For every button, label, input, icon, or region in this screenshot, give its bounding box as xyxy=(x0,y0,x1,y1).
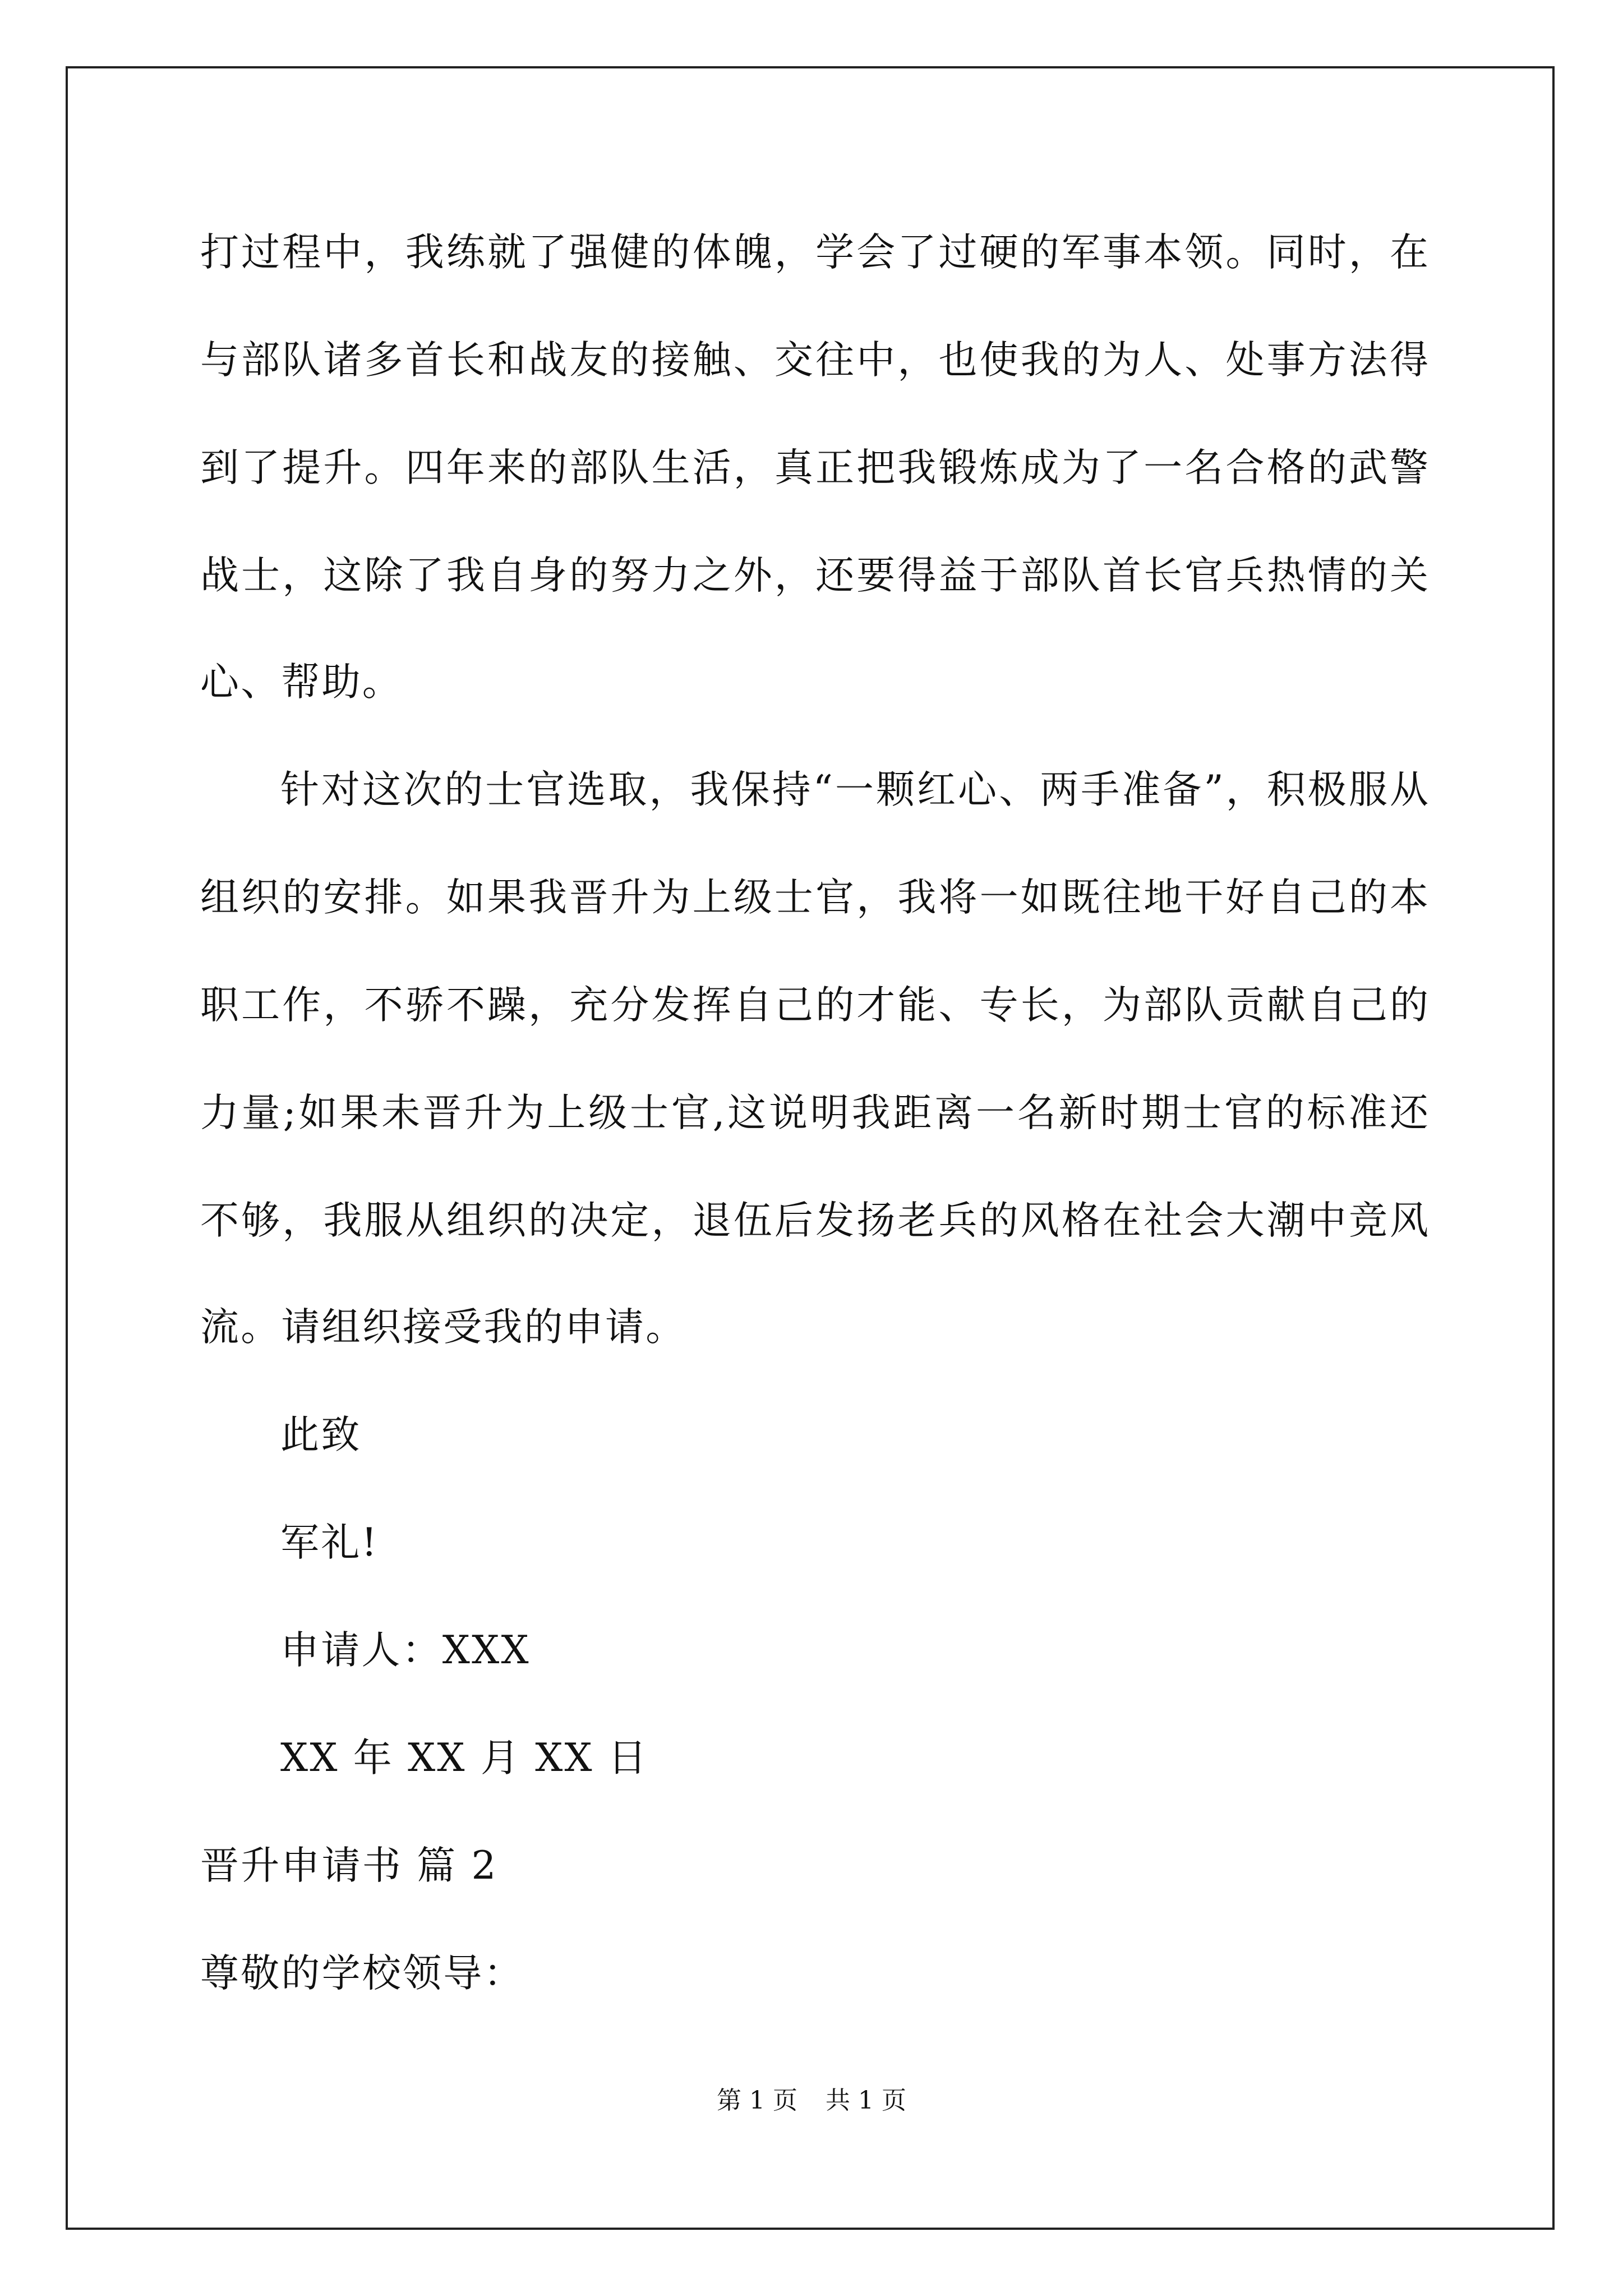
paragraph-1-line-1: 打过程中，我练就了强健的体魄，学会了过硬的军事本领。同时，在 xyxy=(200,230,1428,275)
application-date: XX 年 XX 月 XX 日 xyxy=(280,1736,649,1780)
paragraph-1-line-5: 心、帮助。 xyxy=(200,660,403,705)
page-number: 第 1 页 xyxy=(717,2086,797,2115)
section-heading: 晋升申请书 篇 2 xyxy=(200,1843,498,1888)
applicant-signature: 申请人：XXX xyxy=(280,1628,531,1673)
paragraph-2-line-1: 针对这次的士官选取，我保持“一颗红心、两手准备”，积极服从 xyxy=(280,767,1428,812)
page-border xyxy=(66,66,1555,2230)
page-footer xyxy=(0,2084,1623,2118)
paragraph-2-line-4: 力量;如果未晋升为上级士官,这说明我距离一名新时期士官的标准还 xyxy=(200,1091,1428,1135)
page-total: 共 1 页 xyxy=(826,2086,906,2115)
closing-salutation: 此致 xyxy=(280,1412,362,1457)
paragraph-2-line-3: 职工作，不骄不躁，充分发挥自己的才能、专长，为部队贡献自己的 xyxy=(200,983,1428,1028)
paragraph-1-line-3: 到了提升。四年来的部队生活，真正把我锻炼成为了一名合格的武警 xyxy=(200,445,1428,490)
paragraph-1-line-4: 战士，这除了我自身的努力之外，还要得益于部队首长官兵热情的关 xyxy=(200,553,1428,598)
closing-salute: 军礼! xyxy=(280,1520,379,1565)
paragraph-2-line-5: 不够，我服从组织的决定，退伍后发扬老兵的风格在社会大潮中竞风 xyxy=(200,1198,1428,1243)
paragraph-2-line-6: 流。请组织接受我的申请。 xyxy=(200,1305,686,1350)
paragraph-2-line-2: 组织的安排。如果我晋升为上级士官，我将一如既往地干好自己的本 xyxy=(200,875,1428,920)
greeting: 尊敬的学校领导： xyxy=(200,1951,524,1996)
paragraph-1-line-2: 与部队诸多首长和战友的接触、交往中，也使我的为人、处事方法得 xyxy=(200,338,1428,383)
